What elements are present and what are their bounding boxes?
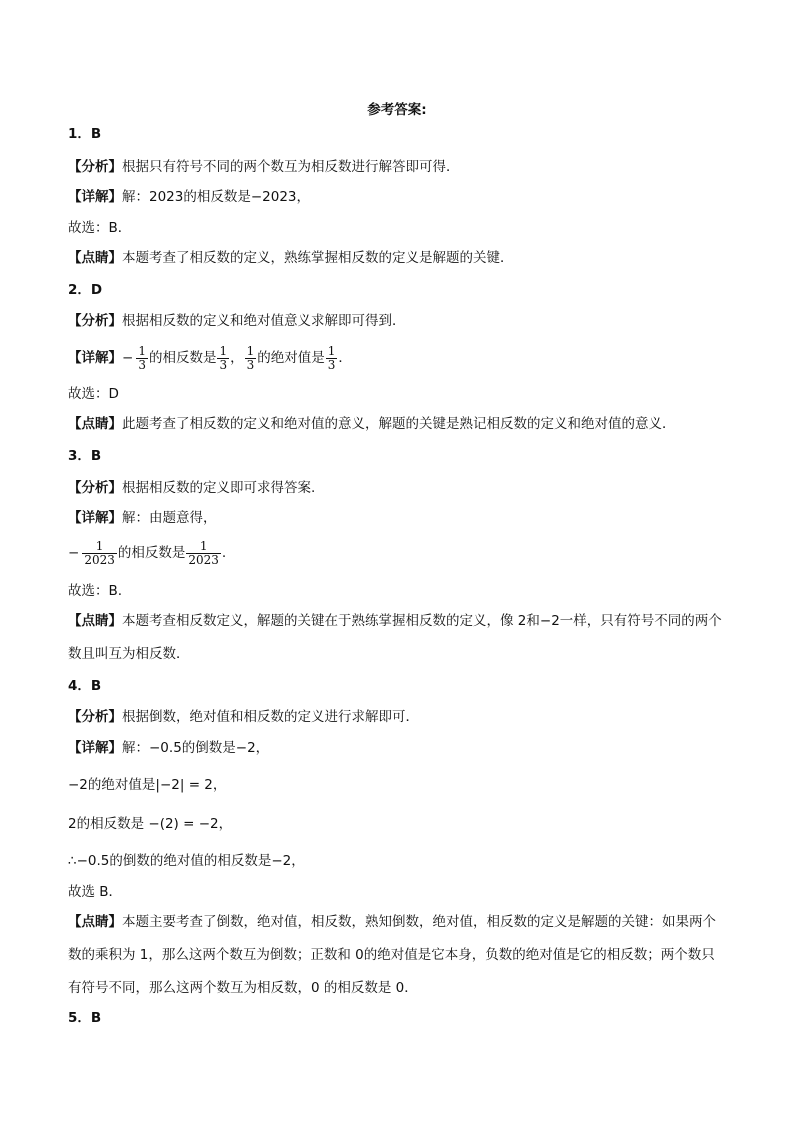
numerator: 1 [246,343,255,358]
item-1-analysis [68,157,726,177]
detail-text: 的绝对值是 [257,350,325,366]
item-4-choice: 故选 B． [68,884,123,900]
item-4-analysis [68,707,726,727]
item-2-number: 2．D [68,282,103,298]
item-2-analysis [68,311,726,331]
comment-text: 本题考查了相反数的定义，熟练掌握相反数的定义是解题的关键． [122,250,514,266]
item-3-analysis [68,478,726,498]
analysis-text: 根据相反数的定义和绝对值意义求解即可得到． [122,313,406,329]
fraction-one-third [136,345,148,372]
denominator: 2023 [188,552,219,567]
comment-tag: 【点睛】 [68,416,122,432]
item-4-line-2: 2的相反数是 −(2) = −2， [68,816,233,832]
detail-tag: 【详解】 [68,189,122,205]
detail-text: 的相反数是 [148,350,217,366]
item-2-choice: 故选：D [68,386,119,402]
item-4-detail [68,738,726,758]
item-4-comment [68,906,726,1005]
detail-text: 解：由题意得， [122,510,217,526]
item-3-comment [68,605,726,671]
detail-text: 解：−0.5的倒数是−2， [122,740,270,756]
denominator: 3 [246,357,255,372]
detail-text: 解：2023的相反数是−2023， [122,189,311,205]
denominator: 3 [219,357,228,372]
analysis-tag: 【分析】 [68,159,122,175]
comment-text: 本题主要考查了倒数，绝对值，相反数，熟知倒数，绝对值，相反数的定义是解题的关键：如果两个数的乘积为 1，那么这两个数互为倒数；正数和 0的绝对值是它本身，负数的绝对值是它的相反数；两个数只有符号不同，那么这两个数互为相反数，0 的相反数是 0． [68,914,716,996]
numerator: 1 [138,343,146,358]
analysis-tag: 【分析】 [68,313,122,329]
fraction-one-over-2023 [186,540,221,567]
item-3-choice: 故选：B. [68,583,123,599]
fraction-one-third [217,345,229,372]
item-1-comment [68,248,726,268]
item-2-comment [68,414,726,434]
analysis-text: 根据倒数，绝对值和相反数的定义进行求解即可． [122,709,419,725]
detail-text: ， [230,350,244,366]
item-4-line-3: ∴−0.5的倒数的绝对值的相反数是−2， [68,853,305,869]
numerator: 1 [219,343,228,358]
item-4-number: 4．B [68,678,102,694]
analysis-text: 根据相反数的定义即可求得答案. [122,480,316,496]
numerator: 1 [327,343,336,358]
minus-sign: − [122,350,134,366]
page-title: 参考答案: [367,102,427,118]
numerator: 1 [82,540,117,554]
fraction-one-third [245,345,257,372]
analysis-text: 根据只有符号不同的两个数互为相反数进行解答即可得． [122,159,460,175]
item-2-detail [68,343,726,373]
item-3-detail [68,508,726,528]
item-5-number: 5．B [68,1010,102,1026]
fraction-one-over-2023 [82,540,117,567]
detail-text: . [221,545,227,561]
denominator: 2023 [84,552,115,567]
numerator: 1 [186,540,221,554]
item-1-number: 1．B [68,126,102,142]
fraction-one-third [326,345,338,372]
item-4-line-1: −2的绝对值是|−2| = 2， [68,777,227,793]
denominator: 3 [327,357,336,372]
analysis-tag: 【分析】 [68,480,122,496]
comment-tag: 【点睛】 [68,613,122,629]
detail-text: 的相反数是 [117,545,186,561]
denominator: 3 [138,357,146,372]
item-3-number: 3．B [68,448,102,464]
item-3-equation [68,538,726,568]
detail-tag: 【详解】 [68,510,122,526]
detail-tag: 【详解】 [68,740,122,756]
comment-tag: 【点睛】 [68,250,122,266]
item-1-choice: 故选：B． [68,220,132,236]
item-1-detail [68,187,726,207]
comment-text: 本题考查相反数定义，解题的关键在于熟练掌握相反数的定义，像 2和−2一样，只有符号不同的两个数且叫互为相反数． [68,613,722,662]
analysis-tag: 【分析】 [68,709,122,725]
minus-sign: − [68,545,80,561]
comment-text: 此题考查了相反数的定义和绝对值的意义，解题的关键是熟记相反数的定义和绝对值的意义． [122,416,676,432]
detail-text: ． [338,350,352,366]
detail-tag: 【详解】 [68,350,122,366]
comment-tag: 【点睛】 [68,914,122,930]
